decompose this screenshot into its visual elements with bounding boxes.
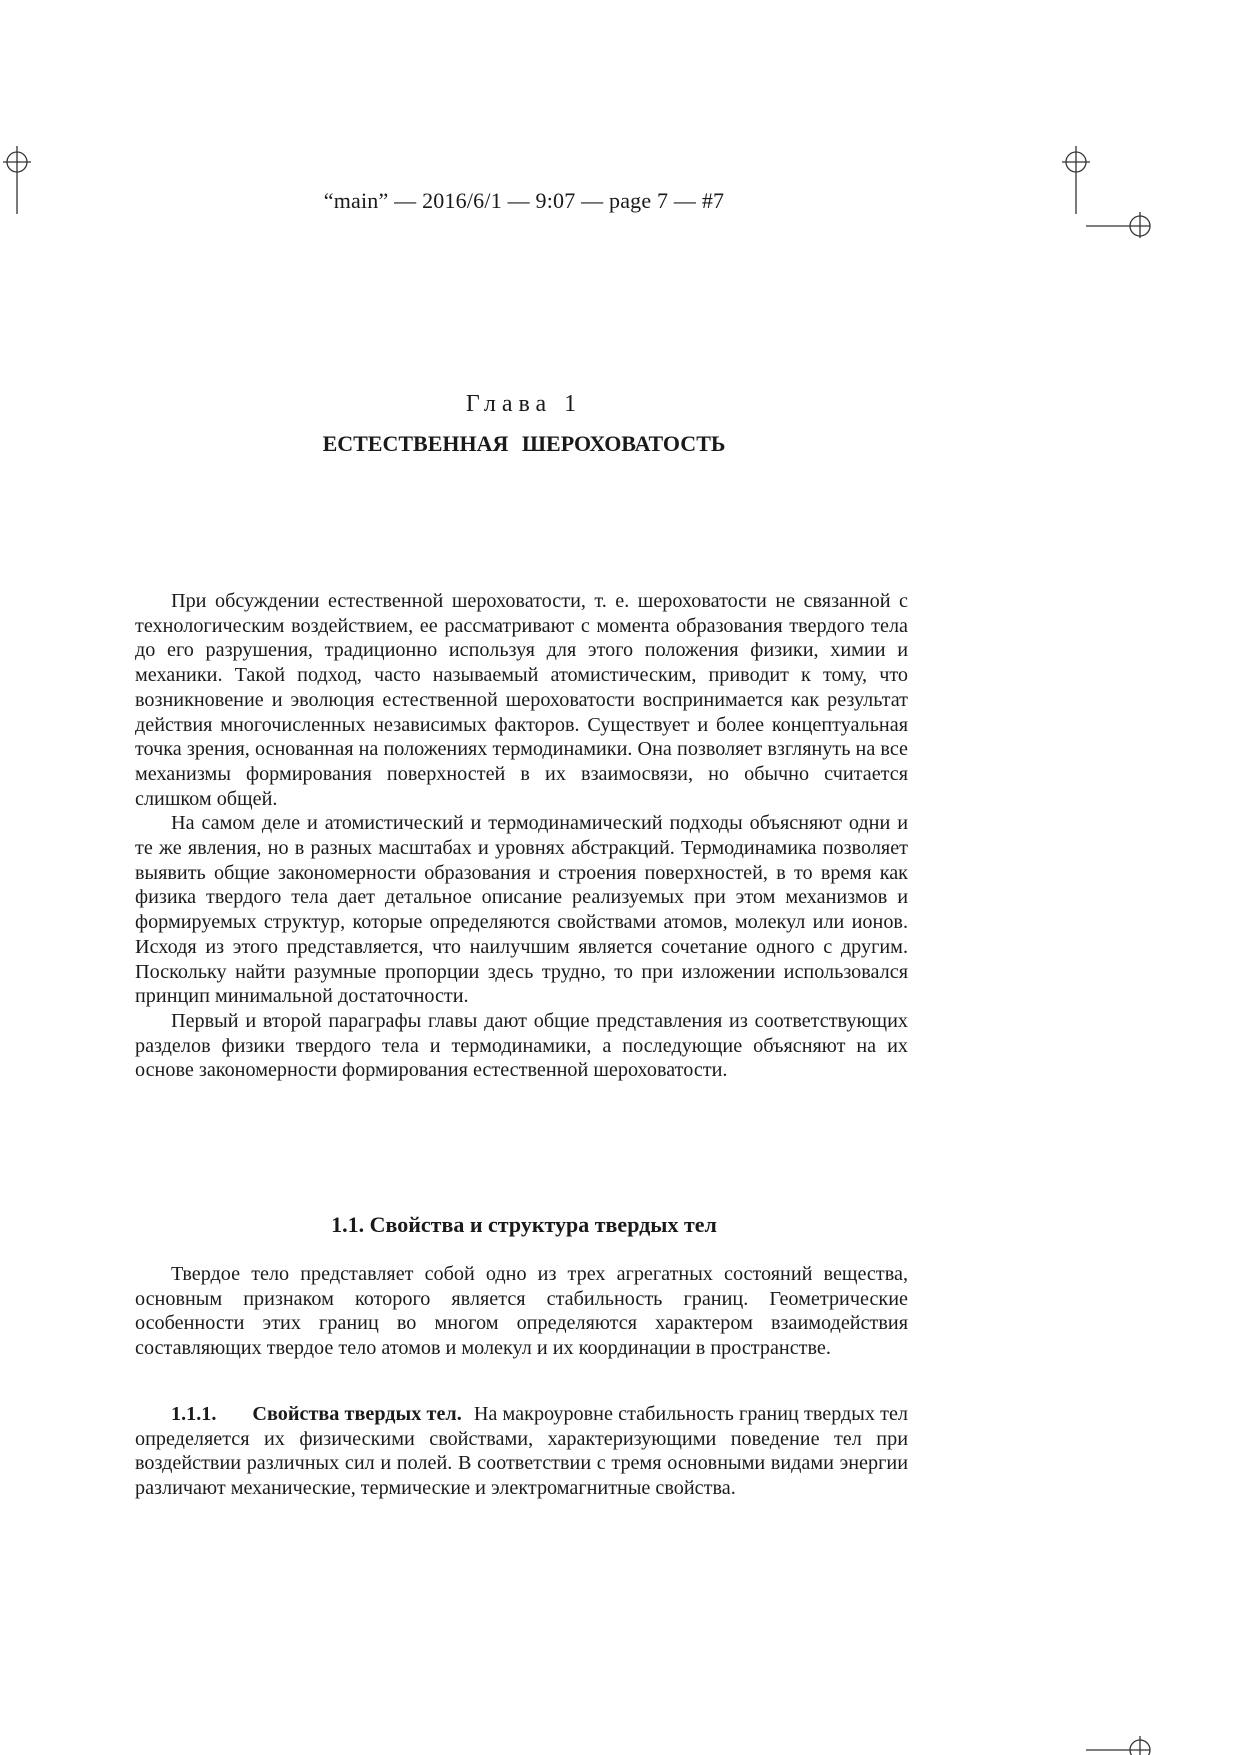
chapter-label: Глава 1: [465, 391, 583, 417]
chapter-title: ЕСТЕСТВЕННАЯ ШЕРОХОВАТОСТЬ: [322, 431, 726, 456]
subsection-text: На макроуровне стабильность границ твердых тел определяется их физическими свойствами, характеризующими поведение тел при воздействии различных сил и полей. В соответствии с тремя основными видами энергии различают механические, термические и электромагнитные свойства.: [135, 1403, 908, 1500]
subsection-body: [135, 1402, 908, 1501]
section-title: 1.1. Свойства и структура твердых тел: [331, 1212, 717, 1237]
chapter-intro: [135, 589, 908, 1083]
crop-mark-top-right: [1060, 140, 1190, 240]
intro-paragraph-1: При обсуждении естественной шероховатости, т. е. шероховатости не связанной с технологическим воздействием, ее рассматривают с момента образования твердого тела до его разрушения, традиционно используя для этого положения физики, химии и механики. Такой подход, часто называемый атомистическим, приводит к тому, что возникновение и эволюция естественной шероховатости воспринимается как результат действия многочисленных независимых факторов. Существует и более концептуальная точка зрения, основанная на положениях термодинамики. Она позволяет взглянуть на все механизмы формирования поверхностей в их взаимосвязи, но обычно считается слишком общей.: [135, 590, 908, 810]
subsection-title: Свойства твердых тел.: [252, 1403, 462, 1425]
section-paragraph: Твердое тело представляет собой одно из трех агрегатных состояний вещества, основным признаком которого является стабильность границ. Геометрические особенности этих границ во многом определяются характером взаимодействия составляющих твердое тело атомов и молекул и их координации в пространстве.: [135, 1263, 908, 1360]
section-body: [135, 1262, 908, 1361]
intro-paragraph-2: На самом деле и атомистический и термодинамический подходы объясняют одни и те же явления, но в разных масштабах и уровнях абстракций. Термодинамика позволяет выявить общие закономерности образования и строения поверхностей, в то время как физика твердого тела дает детальное описание реализуемых при этом механизмов и формируемых структур, которые определяются свойствами атомов, молекул или ионов. Исходя из этого представляется, что наилучшим является сочетание одного с другим. Поскольку найти разумные пропорции здесь трудно, то при изложении использовался принцип минимальной достаточности.: [135, 812, 908, 1008]
intro-paragraph-3: Первый и второй параграфы главы дают общие представления из соответствующих разделов физики твердого тела и термодинамики, а последующие объясняют на их основе закономерности формирования естественной шероховатости.: [135, 1009, 908, 1082]
subsection-paragraph: [135, 1402, 908, 1501]
subsection-number: 1.1.1.: [171, 1403, 217, 1425]
running-header: “main” — 2016/6/1 — 9:07 — page 7 — #7: [323, 188, 725, 213]
crop-mark-bottom-right: [1060, 1730, 1190, 1755]
